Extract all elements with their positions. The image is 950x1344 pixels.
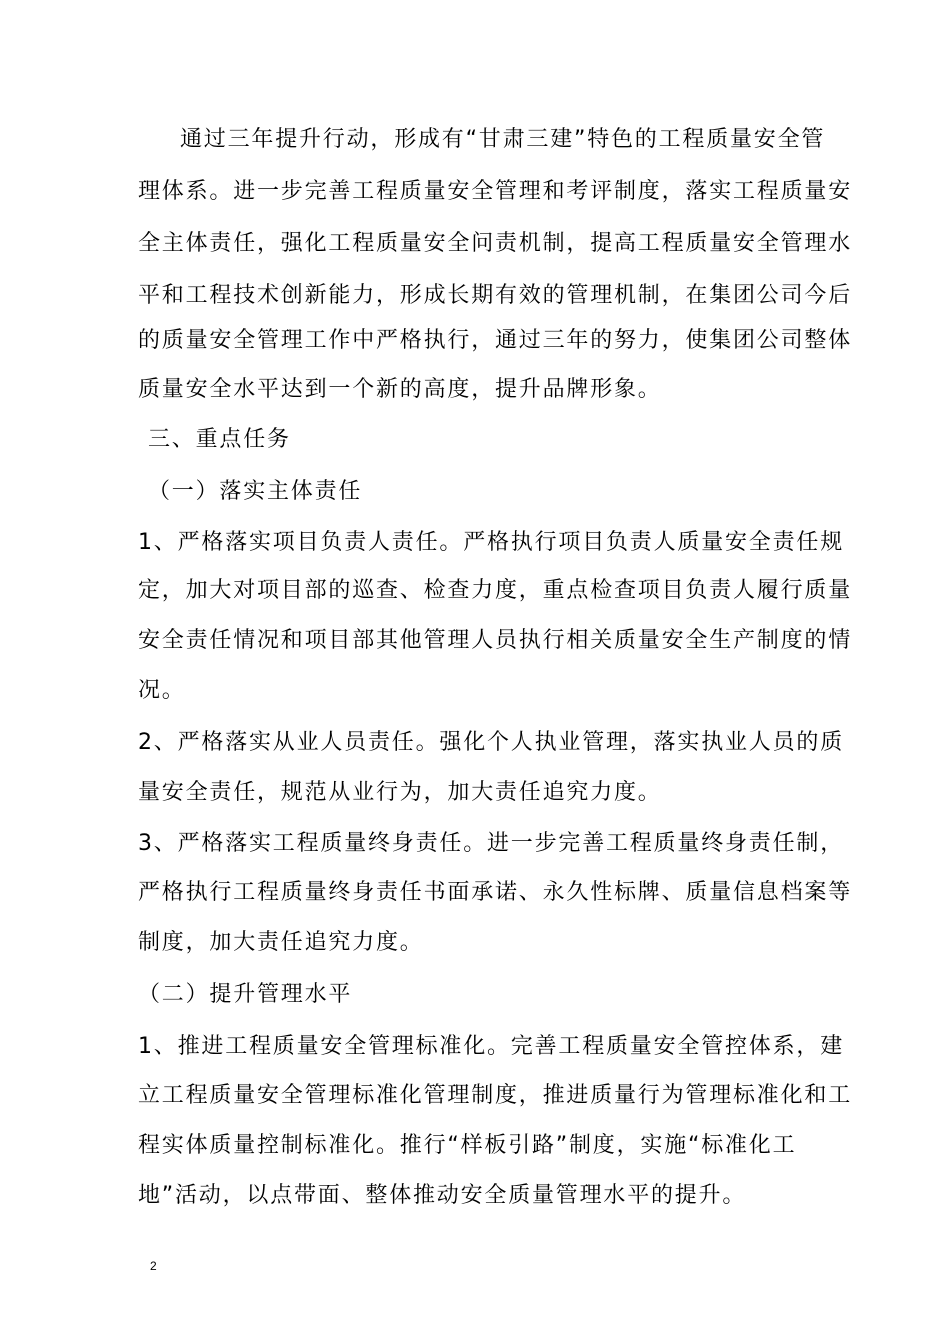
item-2-1-line-2: 立工程质量安全管理标准化管理制度，推进质量行为管理标准化和工 <box>138 1083 853 1108</box>
paragraph-intro-line-6: 质量安全水平达到一个新的高度，提升品牌形象。 <box>138 377 662 402</box>
item-2-1-line-4: 地”活动，以点带面、整体推动安全质量管理水平的提升。 <box>138 1183 747 1208</box>
subsection-heading-1: （一）落实主体责任 <box>148 479 363 504</box>
item-1-1-line-4: 况。 <box>138 678 186 703</box>
paragraph-intro-line-5: 的质量安全管理工作中严格执行，通过三年的努力，使集团公司整体 <box>138 328 853 353</box>
paragraph-intro-line-4: 平和工程技术创新能力，形成长期有效的管理机制，在集团公司今后 <box>138 283 853 308</box>
item-2-1-line-3: 程实体质量控制标准化。推行“样板引路”制度，实施“标准化工 <box>138 1133 797 1158</box>
item-1-3-line-3: 制度，加大责任追究力度。 <box>138 930 424 955</box>
item-1-2-line-1: 2、严格落实从业人员责任。强化个人执业管理，落实执业人员的质 <box>138 730 844 755</box>
section-heading-key-tasks: 三、重点任务 <box>148 427 291 452</box>
item-2-1-line-1: 1、推进工程质量安全管理标准化。完善工程质量安全管控体系，建 <box>138 1034 844 1059</box>
item-1-2-line-2: 量安全责任，规范从业行为，加大责任追究力度。 <box>138 780 662 805</box>
item-1-3-line-2: 严格执行工程质量终身责任书面承诺、永久性标牌、质量信息档案等 <box>138 880 853 905</box>
paragraph-intro-line-3: 全主体责任，强化工程质量安全问责机制，提高工程质量安全管理水 <box>138 231 853 256</box>
item-1-1-line-3: 安全责任情况和项目部其他管理人员执行相关质量安全生产制度的情 <box>138 628 853 653</box>
item-1-1-line-1: 1、严格落实项目负责人责任。严格执行项目负责人质量安全责任规 <box>138 530 844 555</box>
item-1-3-line-1: 3、严格落实工程质量终身责任。进一步完善工程质量终身责任制， <box>138 831 844 856</box>
paragraph-intro-line-1: 通过三年提升行动，形成有“甘肃三建”特色的工程质量安全管 <box>180 127 826 152</box>
page-number: 2 <box>150 1259 157 1273</box>
item-1-1-line-2: 定，加大对项目部的巡查、检查力度，重点检查项目负责人履行质量 <box>138 578 853 603</box>
paragraph-intro-line-2: 理体系。进一步完善工程质量安全管理和考评制度，落实工程质量安 <box>138 179 853 204</box>
subsection-heading-2: （二）提升管理水平 <box>138 982 353 1007</box>
